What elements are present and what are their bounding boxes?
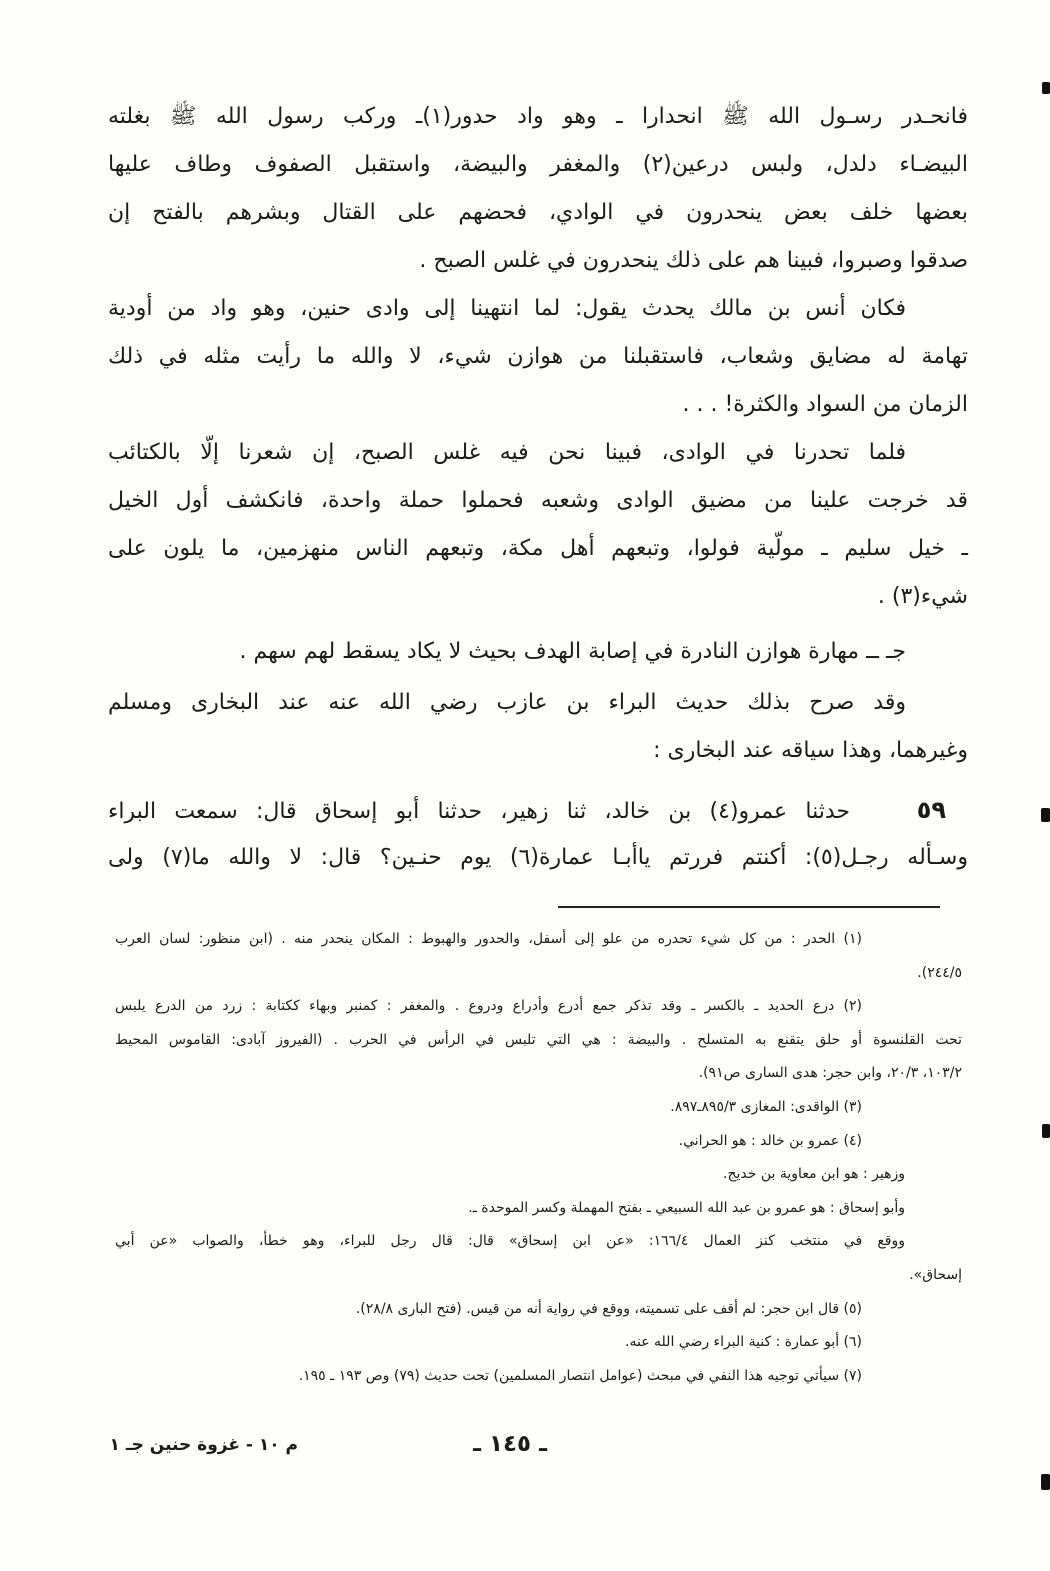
footnotes (115, 923, 962, 1393)
main-text-line: فكان أنس بن مالك يحدث يقول: لما انتهينا إلى وادى حنين، وهو واد من أودية (108, 296, 906, 321)
page-number: ـ ١٤٥ ـ (473, 1431, 547, 1457)
footnote-line: (٦) أبو عمارة : كنية البراء رضي الله عنه. (625, 1334, 862, 1351)
main-text (108, 93, 968, 882)
main-text-line: فانحـدر رسـول الله ﷺ انحدارا ـ وهو واد حدور(١)ـ وركب رسول الله ﷺ بغلته (108, 104, 968, 129)
hadith-number: ٥٩ (916, 796, 946, 824)
scan-mark (1042, 1124, 1050, 1138)
hadith-text: حدثنا عمرو(٤) بن خالد، ثنا زهير، حدثنا أبو إسحاق قال: سمعت البراء (108, 799, 851, 824)
section-heading-line: جـ ــ مهارة هوازن النادرة في إصابة الهدف بحيث لا يكاد يسقط لهم سهم . (239, 639, 906, 664)
main-text-line: وسـأله رجـل(٥): أكنتم فررتم ياأبـا عمارة(٦) يوم حنـين؟ قال: لا والله ما(٧) ولى (108, 845, 968, 870)
scan-mark (1041, 1474, 1050, 1490)
main-text-line: فلما تحدرنا في الوادى، فبينا نحن فيه غلس الصبح، إن شعرنا إلّا بالكتائب (108, 440, 906, 465)
main-text-line: وغيرهما، وهذا سياقه عند البخارى : (653, 738, 968, 763)
main-text-line: تهامة له مضايق وشعاب، فاستقبلنا من هوازن شيء، لا والله ما رأيت مثله في ذلك (108, 344, 968, 369)
main-text-line: قد خرجت علينا من مضيق الوادى وشعبه فحملوا حملة واحدة، فانكشف أول الخيل (108, 488, 968, 513)
main-text-line: وقد صرح بذلك حديث البراء بن عازب رضي الله عنه عند البخارى ومسلم (108, 690, 906, 715)
footnote-line: ١٠٣/٢، ٢٠/٣، وابن حجر: هدى السارى ص٩١). (698, 1065, 962, 1082)
main-text-line: شيء(٣) . (877, 584, 968, 609)
footnote-line: (٣) الواقدى: المغازى ٨٩٥/٣ـ٨٩٧. (670, 1098, 862, 1115)
hadith-line (108, 786, 968, 834)
footnote-line: ووقع في منتخب كنز العمال ١٦٦/٤: «عن ابن إسحاق» قال: قال رجل للبراء، وهو خطأ، والصواب «عن أبي (115, 1233, 905, 1250)
footnote-separator (558, 906, 940, 908)
footnote-line: (٧) سيأتي توجيه هذا النفي في مبحث (عوامل انتصار المسلمين) تحت حديث (٧٩) وص ١٩٣ ـ ١٩٥. (298, 1367, 862, 1384)
main-text-line: بعضها خلف بعض ينحدرون في الوادي، فحضهم على القتال وبشرهم بالفتح إن (108, 200, 968, 225)
chapter-signature: م ١٠ - غزوة حنين جـ ١ (109, 1435, 298, 1455)
footnote-line: (٢) درع الحديد ـ بالكسر ـ وقد تذكر جمع أدرع وأدراع ودروع . والمغفر : كمنبر وبهاء ككتابة : زرد من الدرع يلبس (115, 998, 862, 1015)
scan-mark (1042, 82, 1050, 94)
main-text-line: البيضـاء دلدل، ولبس درعين(٢) والمغفر والبيضة، واستقبل الصفوف وطاف عليها (108, 152, 968, 177)
main-text-line: صدقوا وصبروا، فبينا هم على ذلك ينحدرون في غلس الصبح . (419, 248, 968, 273)
main-text-line: ـ خيل سليم ـ مولّية فولوا، وتبعهم أهل مكة، وتبعهم الناس منهزمين، ما يلون على (108, 536, 968, 561)
footnote-line: وزهير : هو ابن معاوية بن خديج. (723, 1166, 905, 1183)
scan-mark (1041, 808, 1050, 822)
footnote-line: (٥) قال ابن حجر: لم أقف على تسميته، ووقع في رواية أنه من قيس. (فتح البارى ٢٨/٨). (355, 1300, 862, 1317)
footnote-line: وأبو إسحاق : هو عمرو بن عبد الله السبيعي ـ بفتح المهملة وكسر الموحدة ـ. (468, 1199, 905, 1216)
footnote-line: (١) الحدر : من كل شيء تحدره من علو إلى أسفل، والحدور والهبوط : المكان ينحدر منه . (ابن منظور: لسان العرب (115, 931, 862, 947)
footnote-line: ٢٤٤/٥). (917, 964, 962, 981)
footnote-line: إسحاق». (909, 1266, 962, 1283)
footnote-line: تحت القلنسوة أو حلق يتقنع به المتسلح . والبيضة : هي التي تلبس في الرأس في الحرب . (الفيروز آبادى: القاموس المحيط (115, 1031, 962, 1048)
footnote-line: (٤) عمرو بن خالد : هو الحراني. (678, 1132, 862, 1149)
main-text-line: الزمان من السواد والكثرة! . . . (682, 392, 968, 417)
